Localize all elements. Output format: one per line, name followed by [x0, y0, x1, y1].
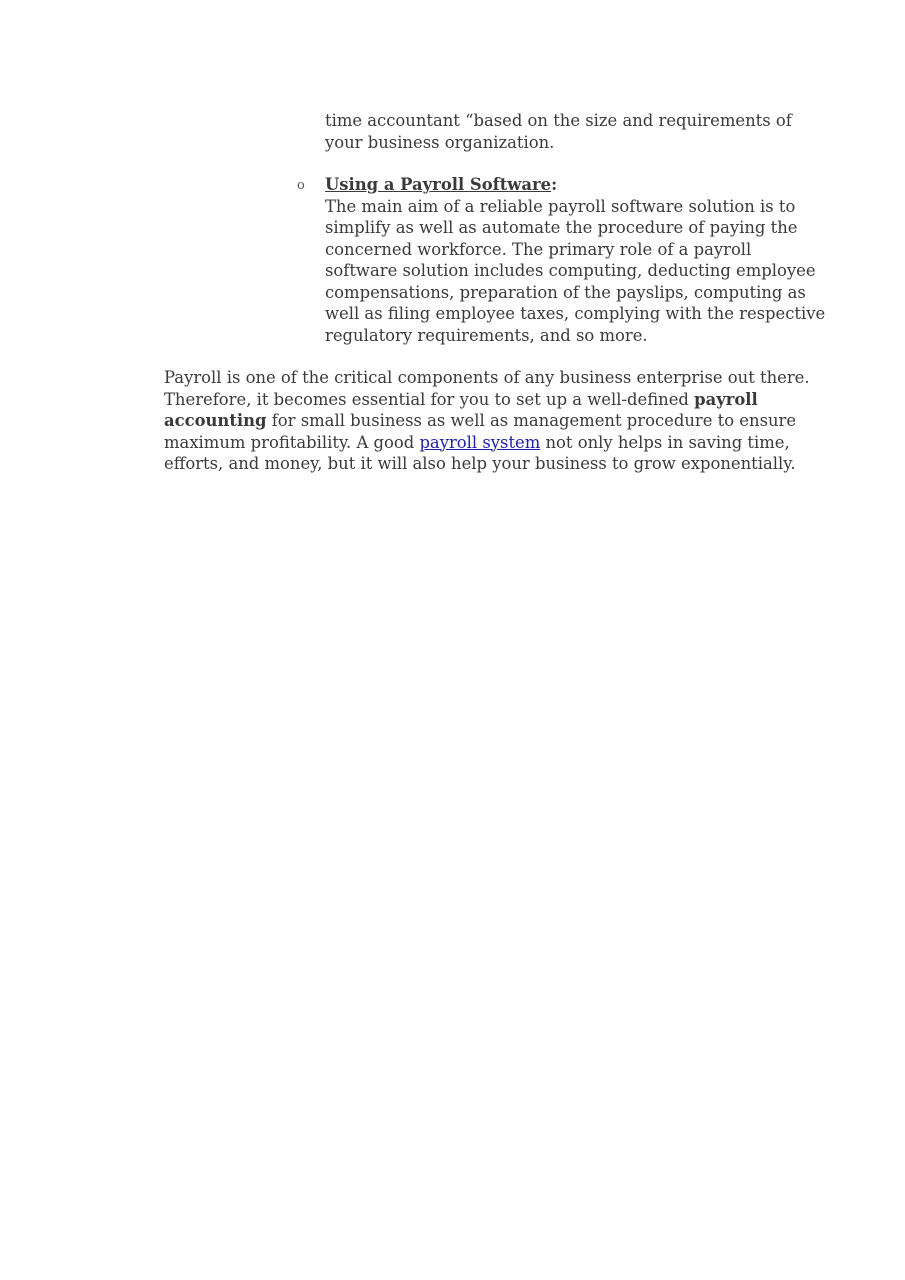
bold-term-payroll: payroll [694, 389, 758, 409]
text-line: simplify as well as automate the procedure of paying the [325, 218, 798, 237]
text-span: not only helps in saving time, [540, 432, 790, 452]
continued-paragraph [325, 110, 795, 153]
bullet-circle-icon: o [297, 178, 305, 193]
text-line: efforts, and money, but it will also help your business to grow exponentially. [164, 454, 796, 473]
text-line: well as filing employee taxes, complying with the respective [325, 304, 826, 323]
text-line: software solution includes computing, deducting employee [325, 261, 816, 280]
list-item-heading-line [325, 174, 795, 196]
text-line [164, 389, 794, 411]
conclusion-paragraph [164, 367, 810, 475]
payroll-system-link[interactable]: payroll system [419, 432, 541, 452]
text-line: concerned workforce. The primary role of a payroll [325, 239, 752, 259]
heading-colon: : [551, 175, 558, 194]
text-line [164, 432, 794, 454]
list-item-heading: Using a Payroll Software [325, 175, 552, 194]
text-line: The main aim of a reliable payroll software solution is to [325, 196, 796, 216]
text-line: your business organization. [325, 132, 555, 152]
text-line: regulatory requirements, and so more. [325, 325, 648, 345]
text-span: for small business as well as management procedure to ensure [266, 411, 797, 430]
text-line: time accountant “based on the size and requirements of [325, 111, 792, 130]
list-item [325, 174, 826, 346]
text-line: Payroll is one of the critical components of any business enterprise out there. [164, 368, 810, 387]
text-span: Therefore, it becomes essential for you to set up a well-defined [164, 389, 695, 409]
text-line [164, 410, 797, 432]
text-span: maximum profitability. A good [164, 432, 420, 452]
bold-term-accounting: accounting [164, 411, 267, 430]
text-line: compensations, preparation of the payslips, computing as [325, 282, 806, 302]
